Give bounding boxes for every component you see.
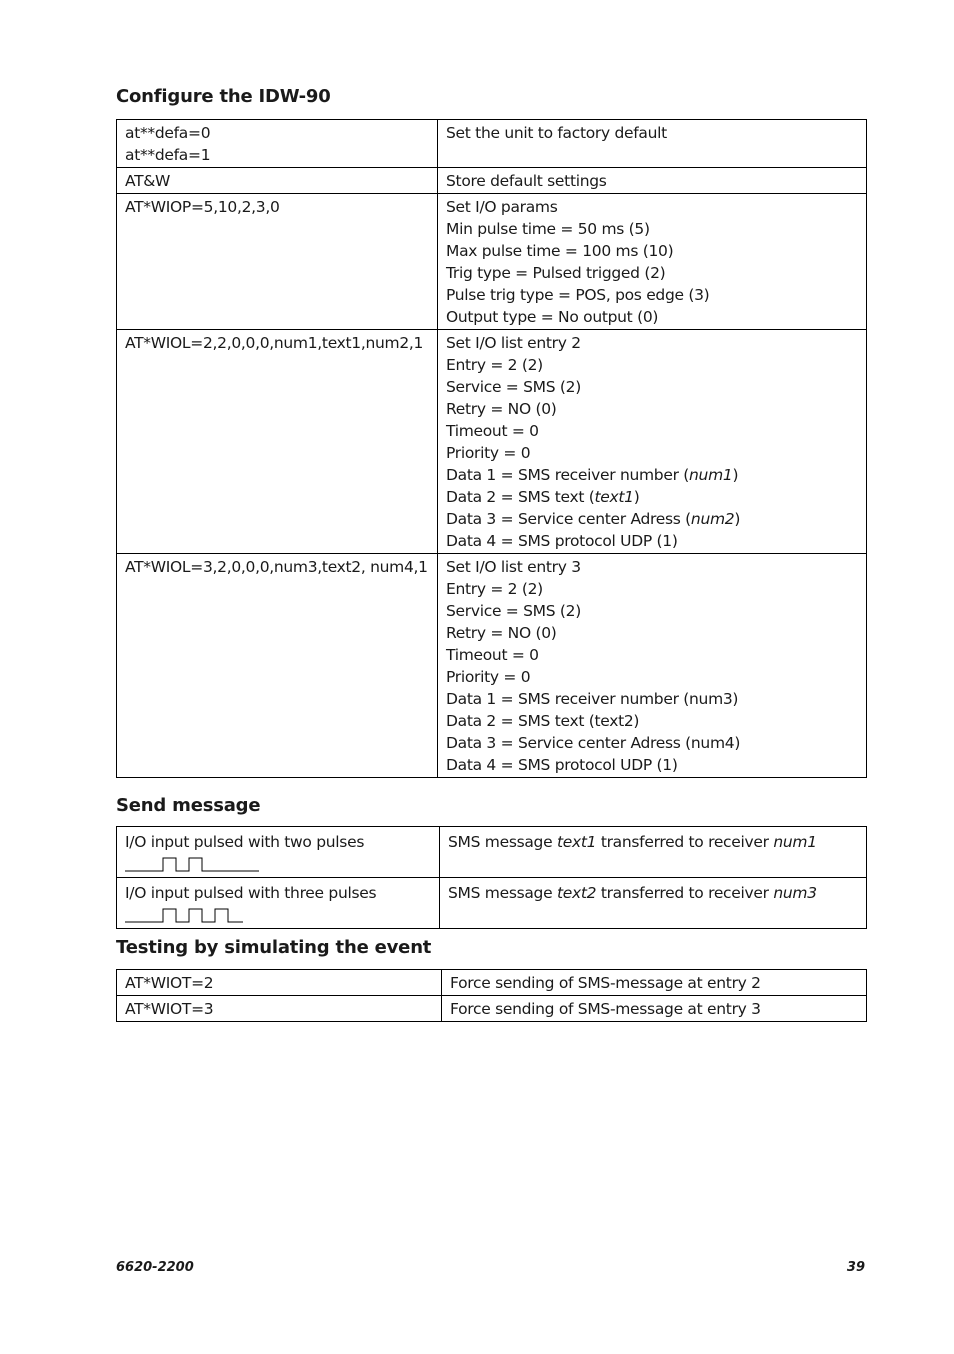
command-cell [117, 168, 438, 194]
command-text: AT*WIOL=2,2,0,0,0,num1,text1,num2,1 [125, 334, 424, 352]
description-cell [438, 194, 867, 330]
description-line [446, 284, 858, 306]
pulse-waveform-icon [125, 855, 265, 873]
command-text: AT&W [125, 172, 171, 190]
description-text: transferred to receiver [596, 833, 774, 851]
description-line [446, 508, 858, 530]
description-line [446, 556, 858, 578]
section-title-configure: Configure the IDW-90 [116, 86, 331, 107]
table-row [117, 194, 867, 330]
result-cell [440, 827, 867, 878]
description-line [446, 464, 858, 486]
description-text: Service = SMS (2) [446, 378, 581, 396]
description-line [446, 530, 858, 552]
variable-text: num2 [690, 510, 735, 528]
description-line [446, 122, 858, 144]
pulse-waveform-line [125, 909, 243, 922]
description-line [446, 732, 858, 754]
description-text: Retry = NO (0) [446, 400, 557, 418]
description-text: Output type = No output (0) [446, 308, 659, 326]
testing-table [116, 969, 867, 1022]
description-text: Min pulse time = 50 ms (5) [446, 220, 650, 238]
description-line [446, 306, 858, 328]
command-cell: AT*WIOT=3 [117, 996, 442, 1022]
pulse-waveform-line [125, 858, 259, 871]
description-text: Data 1 = SMS receiver number ( [446, 466, 690, 484]
command-cell: AT*WIOT=2 [117, 970, 442, 996]
description-cell [438, 168, 867, 194]
description-text: Data 4 = SMS protocol UDP (1) [446, 532, 678, 550]
table-row [117, 168, 867, 194]
description-line [446, 170, 858, 192]
description-line [446, 710, 858, 732]
configure-table [116, 119, 867, 778]
variable-text: num1 [773, 833, 817, 851]
table-row [117, 878, 867, 929]
description-text: Trig type = Pulsed trigged (2) [446, 264, 666, 282]
description-text: transferred to receiver [596, 884, 774, 902]
description-line [446, 398, 858, 420]
description-text: SMS message [448, 833, 557, 851]
description-line [446, 240, 858, 262]
command-cell [117, 120, 438, 168]
description-text: Timeout = 0 [446, 646, 539, 664]
table-row [117, 827, 867, 878]
description-line [446, 688, 858, 710]
command-text: at**defa=0 [125, 124, 211, 142]
input-cell [117, 827, 440, 878]
document-number: 6620-2200 [116, 1260, 194, 1275]
description-text: Data 1 = SMS receiver number (num3) [446, 690, 739, 708]
description-text: Data 4 = SMS protocol UDP (1) [446, 756, 678, 774]
description-text: ) [633, 488, 640, 506]
description-line [446, 754, 858, 776]
description-text: Data 2 = SMS text (text2) [446, 712, 640, 730]
description-text: Pulse trig type = POS, pos edge (3) [446, 286, 710, 304]
description-text: Timeout = 0 [446, 422, 539, 440]
description-text: Entry = 2 (2) [446, 580, 543, 598]
description-text: Set I/O list entry 3 [446, 558, 581, 576]
description-text: SMS message [448, 884, 557, 902]
table-row [117, 996, 867, 1022]
variable-text: num1 [689, 466, 733, 484]
description-text: Priority = 0 [446, 668, 531, 686]
description-text: Entry = 2 (2) [446, 356, 543, 374]
description-line [446, 578, 858, 600]
description-cell [438, 120, 867, 168]
result-cell [440, 878, 867, 929]
table-row [117, 330, 867, 554]
description-line [446, 666, 858, 688]
command-text: AT*WIOP=5,10,2,3,0 [125, 198, 280, 216]
description-cell [438, 330, 867, 554]
description-line [446, 420, 858, 442]
description-text: ) [732, 466, 739, 484]
send-message-table [116, 826, 867, 929]
variable-text: text2 [556, 884, 597, 902]
table-row [117, 970, 867, 996]
description-line [446, 332, 858, 354]
description-line [446, 600, 858, 622]
page-number: 39 [846, 1260, 865, 1275]
description-text: Data 3 = Service center Adress ( [446, 510, 691, 528]
description-text: Service = SMS (2) [446, 602, 581, 620]
input-cell [117, 878, 440, 929]
table-row [117, 120, 867, 168]
description-text: Retry = NO (0) [446, 624, 557, 642]
description-text: Store default settings [446, 172, 607, 190]
command-text: AT*WIOL=3,2,0,0,0,num3,text2, num4,1 [125, 558, 428, 576]
description-cell: Force sending of SMS-message at entry 2 [442, 970, 867, 996]
command-cell [117, 194, 438, 330]
variable-text: num3 [773, 884, 817, 902]
table-row [117, 554, 867, 778]
command-cell [117, 330, 438, 554]
description-text: Data 3 = Service center Adress (num4) [446, 734, 741, 752]
description-line [446, 442, 858, 464]
description-text: Max pulse time = 100 ms (10) [446, 242, 674, 260]
section-title-testing: Testing by simulating the event [116, 937, 432, 958]
description-line [446, 196, 858, 218]
description-line [446, 262, 858, 284]
description-line [446, 486, 858, 508]
description-line [446, 376, 858, 398]
pulse-waveform-icon [125, 906, 265, 924]
description-line [446, 354, 858, 376]
command-cell [117, 554, 438, 778]
section-title-send: Send message [116, 795, 261, 816]
description-text: ) [734, 510, 741, 528]
description-cell [438, 554, 867, 778]
description-line [446, 218, 858, 240]
description-text: Data 2 = SMS text ( [446, 488, 595, 506]
description-text: Priority = 0 [446, 444, 531, 462]
variable-text: text1 [556, 833, 597, 851]
input-description: I/O input pulsed with two pulses [125, 833, 365, 851]
description-text: Set the unit to factory default [446, 124, 667, 142]
description-text: Set I/O params [446, 198, 558, 216]
input-description: I/O input pulsed with three pulses [125, 884, 377, 902]
description-text: Set I/O list entry 2 [446, 334, 581, 352]
description-cell: Force sending of SMS-message at entry 3 [442, 996, 867, 1022]
variable-text: text1 [594, 488, 634, 506]
command-text: at**defa=1 [125, 146, 211, 164]
description-line [446, 644, 858, 666]
description-line [446, 622, 858, 644]
